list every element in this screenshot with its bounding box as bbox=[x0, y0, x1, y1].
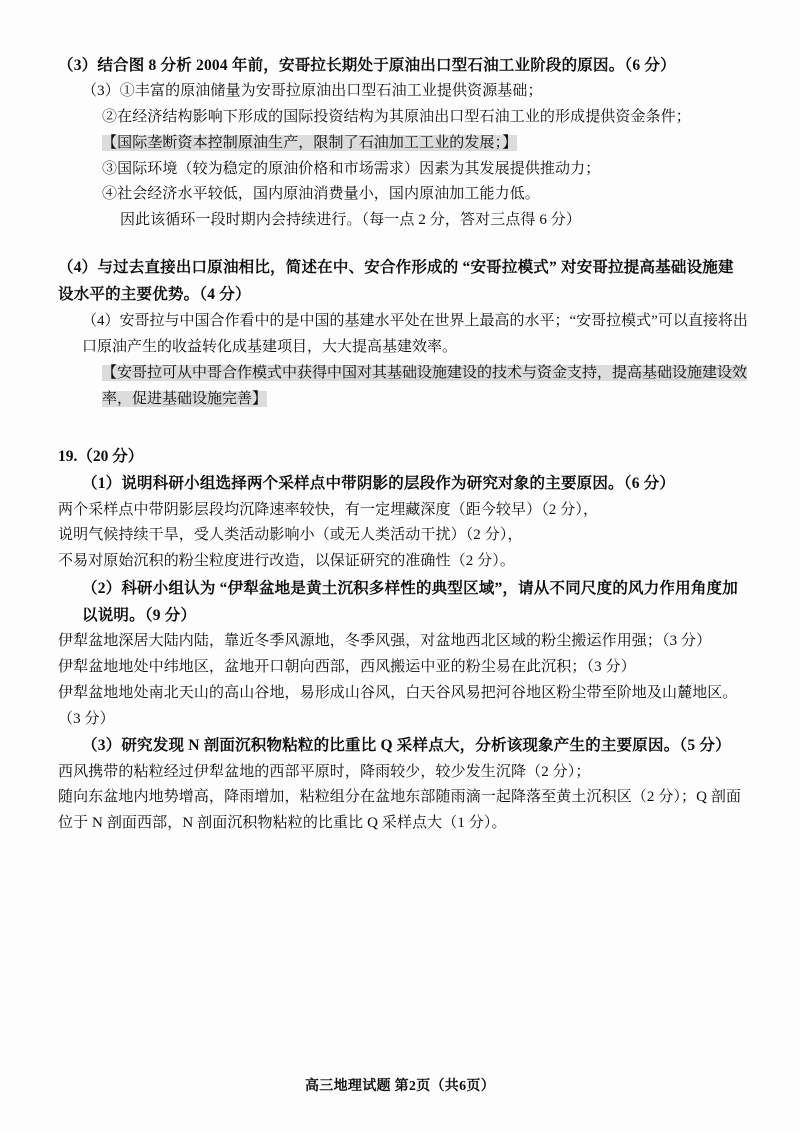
question-19-2-answer-line-1: 伊犁盆地深居大陆内陆，靠近冬季风源地，冬季风强，对盆地西北区域的粉尘搬运作用强；（3 分） bbox=[58, 633, 712, 650]
question-19-2-answer-line-2: 伊犁盆地地处中纬地区，盆地开口朝向西部，西风搬运中亚的粉尘易在此沉积；（3 分） bbox=[58, 658, 636, 675]
question-3-answer-line-1: （3）①丰富的原油储量为安哥拉原油出口型石油工业提供资源基础； bbox=[82, 83, 543, 100]
question-19-label: 19.（20 分） bbox=[58, 447, 144, 465]
question-19-3-prompt: （3）研究发现 N 剖面沉积物粘粒的比重比 Q 采样点大，分析该现象产生的主要原因。（5 分） bbox=[82, 737, 731, 755]
question-4-prompt: （4）与过去直接出口原油相比，简述在中、安合作形成的 “安哥拉模式” 对安哥拉提高基础设施建设水平的主要优势。（4 分） bbox=[58, 258, 734, 304]
question-19-1-answer-line-2: 说明气候持续干旱，受人类活动影响小（或无人类活动干扰）（2 分）， bbox=[58, 527, 523, 544]
question-3-prompt: （3）结合图 8 分析 2004 年前，安哥拉长期处于原油出口型石油工业阶段的原因。（6 分） bbox=[58, 57, 676, 74]
question-19-2-prompt: （2）科研小组认为 “伊犁盆地是黄土沉积多样性的典型区域”，请从不同尺度的风力作用角度加以说明。（9 分） bbox=[82, 579, 738, 625]
highlighted-note-1: 【国际垄断资本控制原油生产，限制了石油加工工业的发展；】 bbox=[102, 134, 518, 151]
highlighted-note-2: 【安哥拉可从中哥合作模式中获得中国对其基础设施建设的技术与资金支持，提高基础设施建设效率，促进基础设施完善】 bbox=[102, 365, 748, 408]
question-19-1-prompt: （1）说明科研小组选择两个采样点中带阴影的层段作为研究对象的主要原因。（6 分） bbox=[82, 475, 676, 493]
question-3-answer-line-6: 因此该循环一段时期内会持续进行。（每一点 2 分，答对三点得 6 分） bbox=[120, 212, 582, 229]
question-19-1-answer-line-3: 不易对原始沉积的粉尘粒度进行改造，以保证研究的准确性（2 分）。 bbox=[58, 553, 515, 570]
question-19-2-answer-line-3: 伊犁盆地地处南北天山的高山谷地，易形成山谷风，白天谷风易把河谷地区粉尘带至阶地及山麓地区。（3 分） bbox=[58, 684, 738, 727]
question-3-answer-line-5: ④社会经济水平较低，国内原油消费量小，国内原油加工能力低。 bbox=[102, 186, 540, 203]
page-footer: 高三地理试题 第2页（共6页） bbox=[305, 1079, 495, 1094]
question-3-answer-line-2: ②在经济结构影响下形成的国际投资结构为其原油出口型石油工业的形成提供资金条件； bbox=[102, 108, 691, 125]
question-19-3-answer-line-1: 西风携带的粘粒经过伊犁盆地的西部平原时，降雨较少，较少发生沉降（2 分）； bbox=[58, 763, 591, 780]
question-3-answer-line-3 bbox=[58, 131, 748, 157]
question-19-1-answer-line-1: 两个采样点中带阴影层段均沉降速率较快，有一定埋藏深度（距今较早）（2 分）， bbox=[58, 501, 599, 518]
question-4-answer-line-1: （4）安哥拉与中国合作看中的是中国的基建水平处在世界上最高的水平；“安哥拉模式”可以直接将出口原油产生的收益转化成基建项目，大大提高基建效率。 bbox=[82, 313, 748, 356]
question-4-answer-line-2 bbox=[58, 360, 748, 412]
document-content bbox=[58, 52, 748, 837]
question-19-3-answer-line-2: 随向东盆地内地势增高，降雨增加，粘粒组分在盆地东部随雨滴一起降落至黄土沉积区（2 分）；Q 剖面位于 N 剖面西部，N 剖面沉积物粘粒的比重比 Q 采样点大（1 分）。 bbox=[58, 789, 742, 832]
question-3-answer-line-4: ③国际环境（较为稳定的原油价格和市场需求）因素为其发展提供推动力； bbox=[102, 160, 601, 177]
